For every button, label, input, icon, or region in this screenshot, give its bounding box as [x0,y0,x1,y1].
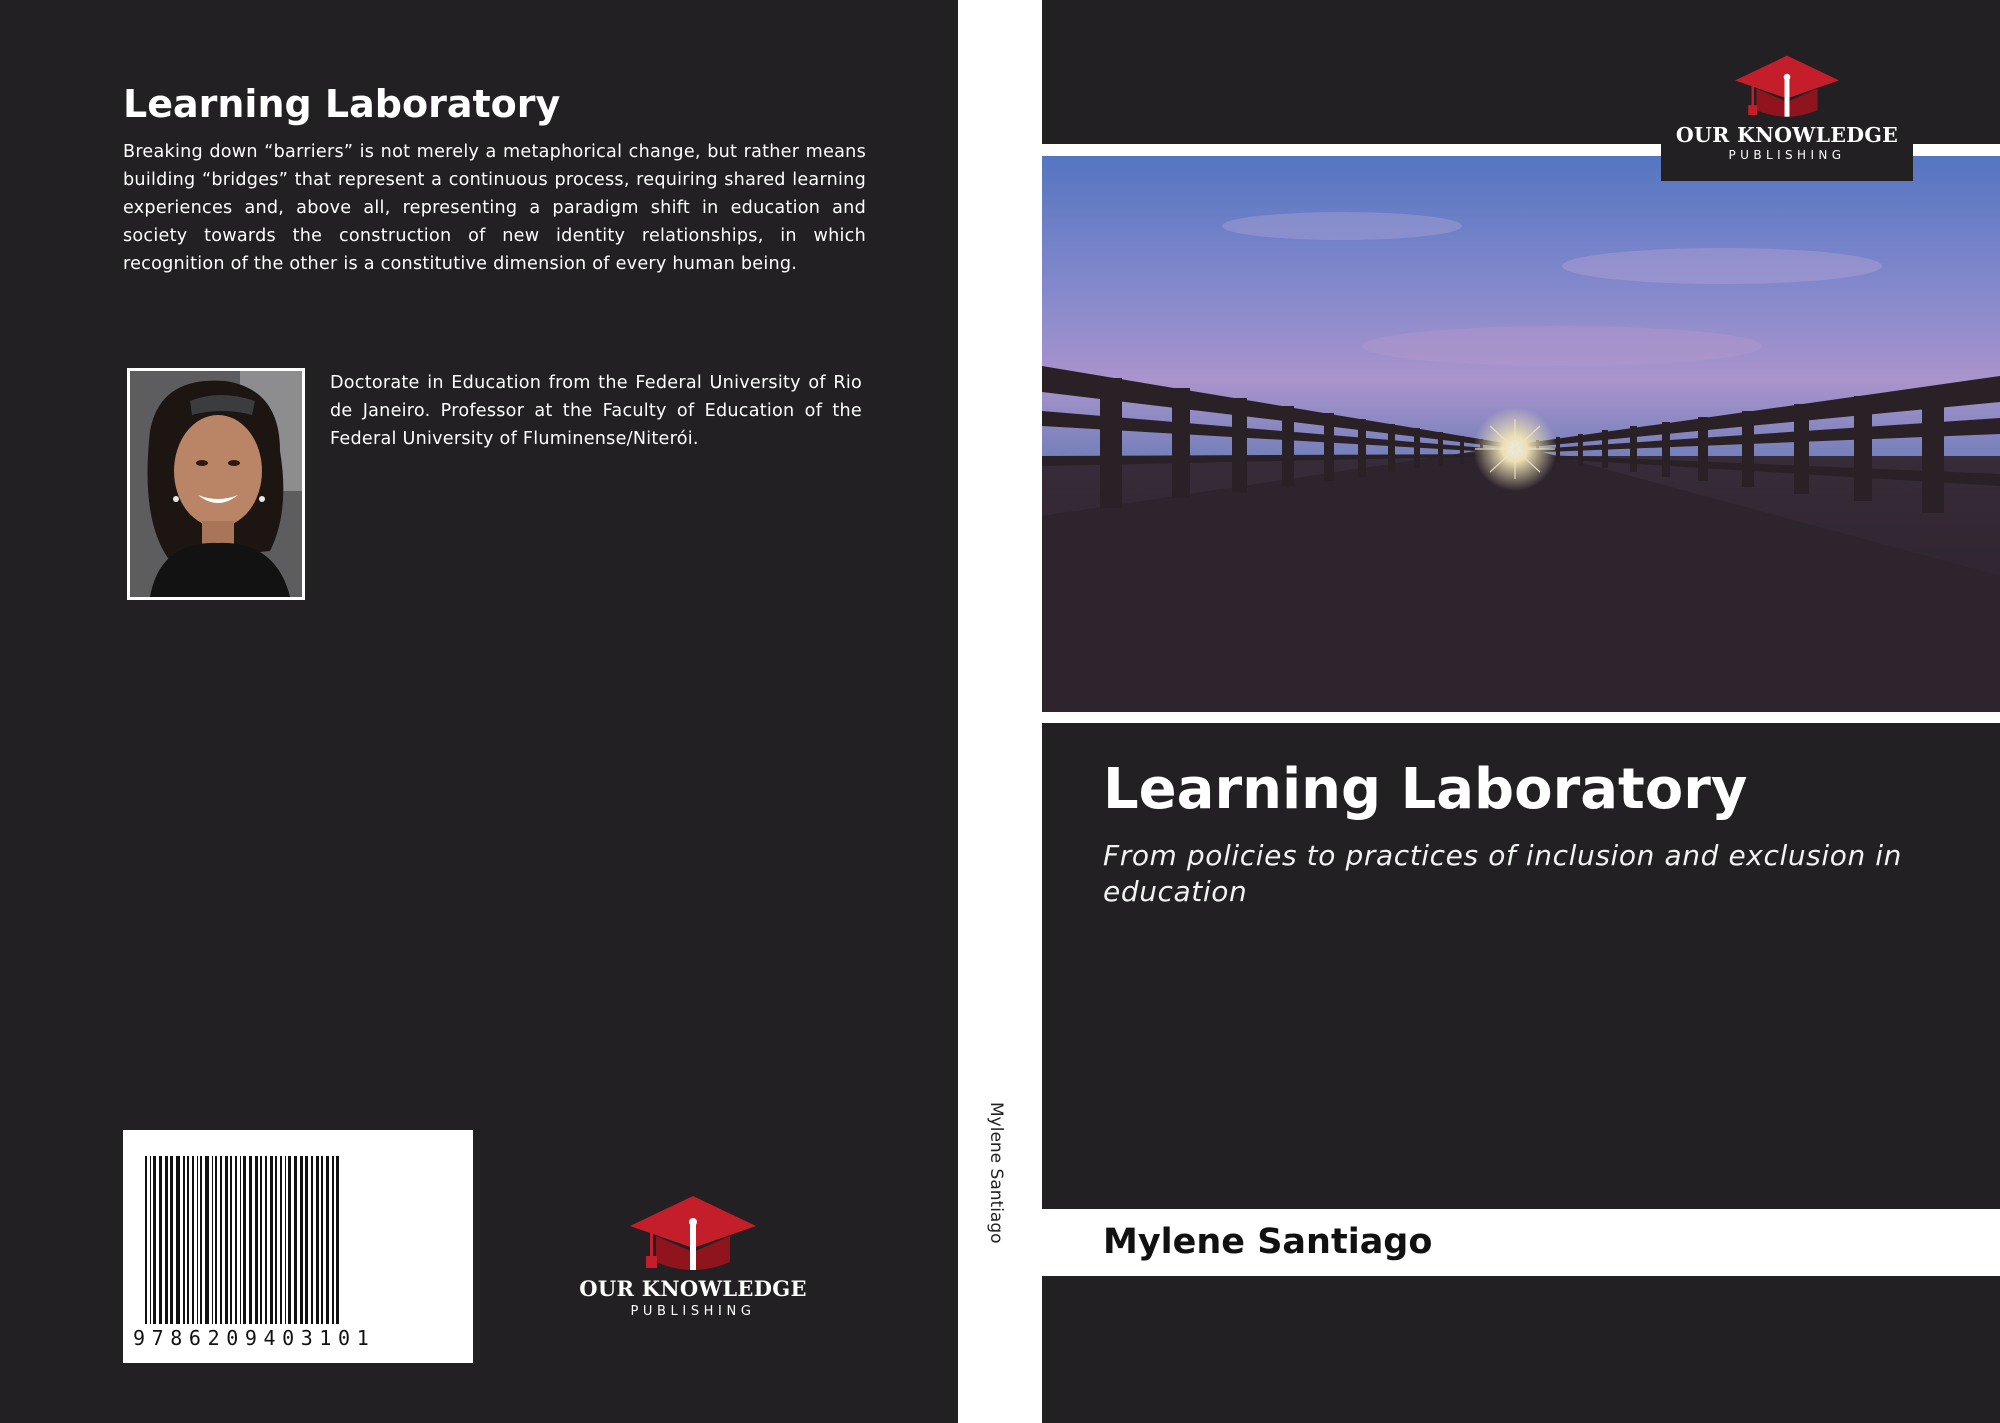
front-author-name: Mylene Santiago [1103,1222,1433,1262]
back-logo-name: OUR KNOWLEDGE [579,1276,807,1301]
back-publisher-logo [578,1196,808,1321]
front-logo-name: OUR KNOWLEDGE [1675,123,1899,147]
cover-photo-bridge [1042,156,2000,712]
back-cover-blurb: Breaking down “barriers” is not merely a metaphorical change, but rather means building “bridges” that represent a continuous process, requiring shared learning experiences and, above all, representing a paradigm shift in education and society towards the construction of new identity relationships, in which recognition of the other is a constitutive dimension of every human being. [123,142,866,274]
author-bio: Doctorate in Education from the Federal University of Rio de Janeiro. Professor at the Faculty of Education of the Federal University of Fluminense/Niterói. [330,373,862,449]
front-publisher-logo [1661,0,1913,181]
author-band [1042,1209,2000,1276]
author-photo [127,368,305,600]
spine [958,0,1042,1423]
back-logo-tagline: PUBLISHING [630,1304,756,1319]
front-logo-tagline: PUBLISHING [1728,148,1846,162]
bottom-divider [1042,712,2000,723]
barcode-digits: 9786209403101 [133,1326,376,1350]
spine-author: Mylene Santiago [986,1102,1006,1244]
barcode-bars [141,1156,455,1334]
front-cover [1042,0,2000,1423]
graduation-cap-icon [1735,55,1839,119]
graduation-cap-icon [630,1196,756,1272]
book-subtitle: From policies to practices of inclusion and exclusion in education [1103,839,1903,908]
book-title: Learning Laboratory [1103,757,1748,822]
isbn-barcode [123,1130,473,1363]
back-cover [0,0,958,1423]
back-cover-title: Learning Laboratory [123,82,561,126]
